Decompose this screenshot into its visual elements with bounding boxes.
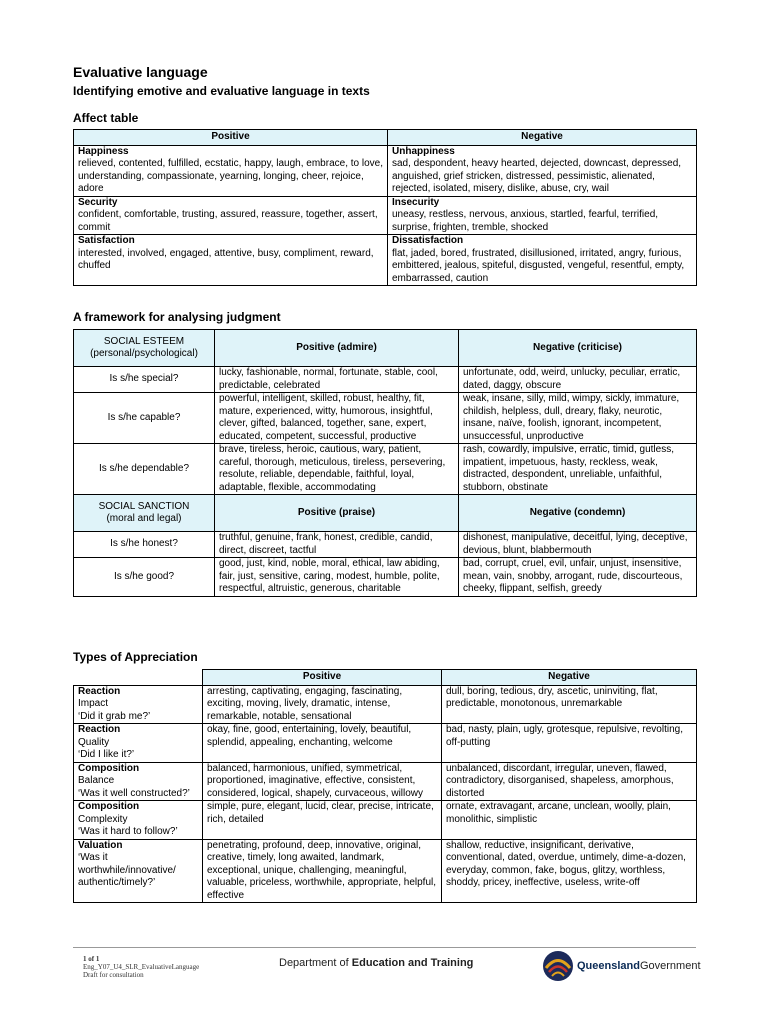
table-row <box>74 839 697 903</box>
band-subtitle: (personal/psychological) <box>90 348 198 359</box>
word-list: arresting, captivating, engaging, fascinating, exciting, moving, lively, dramatic, intense, remarkable, notable, sensational <box>203 685 442 724</box>
word-list: truthful, genuine, frank, honest, credible, candid, direct, discreet, tactful <box>215 532 459 558</box>
government-text <box>577 960 701 972</box>
footer-divider <box>73 947 696 948</box>
appreciation-table <box>73 669 697 903</box>
page-number: 1 of 1 <box>83 955 100 963</box>
word-list: balanced, harmonious, unified, symmetrical, proportioned, imaginative, effective, consistent, considered, logical, shapely, curvaceous, willowy <box>203 762 442 801</box>
judgment-question: Is s/he special? <box>74 367 215 393</box>
word-list: flat, jaded, bored, frustrated, disillusioned, irritated, angry, furious, embittered, jealous, spiteful, disgusted, vengeful, resentful, empty, embarrassed, caution <box>392 247 685 284</box>
affect-heading: Affect table <box>73 111 139 125</box>
judgment-table <box>73 329 697 597</box>
category-sub: Complexity <box>78 813 128 825</box>
appreciation-corner <box>74 670 203 686</box>
category-label: Security <box>78 196 118 208</box>
category-label: Dissatisfaction <box>392 235 464 246</box>
affect-cell <box>74 145 388 196</box>
word-list: weak, insane, silly, mild, wimpy, sickly, immature, childish, helpless, dull, dreary, flaky, neurotic, insane, naïve, foolish, ignorant, incompetent, unsuccessful, unproductive <box>459 393 697 444</box>
band-title: SOCIAL SANCTION <box>98 500 190 512</box>
word-list: bad, nasty, plain, ugly, grotesque, repulsive, revolting, off-putting <box>442 724 697 763</box>
judgment-question: Is s/he capable? <box>74 393 215 444</box>
word-list: good, just, kind, noble, moral, ethical, law abiding, fair, just, sensitive, caring, modest, humble, polite, respectful, altruistic, generous, charitable <box>215 558 459 597</box>
appreciation-category <box>74 685 203 724</box>
esteem-col-positive: Positive (admire) <box>215 330 459 367</box>
category-label: Unhappiness <box>392 145 455 157</box>
department-text-bold: Education and Training <box>351 957 474 969</box>
queensland-crest-icon <box>541 949 575 983</box>
affect-cell <box>74 196 388 235</box>
word-list: dull, boring, tedious, dry, ascetic, uninviting, flat, predictable, monotonous, unremarkable <box>442 685 697 724</box>
word-list: relieved, contented, fulfilled, ecstatic, happy, laugh, embrace, to love, understanding, compassionate, yearning, longing, cheer, rejoice, adore <box>78 158 383 194</box>
word-list: interested, involved, engaged, attentive, busy, compliment, reward, chuffed <box>78 247 374 271</box>
table-row <box>74 762 697 801</box>
category-sub: Quality <box>78 736 110 748</box>
social-esteem-band <box>74 330 215 367</box>
word-list: powerful, intelligent, skilled, robust, healthy, fit, mature, experienced, witty, humorous, insightful, clever, gifted, balanced, together, sane, expert, educated, competent, successful, productive <box>215 393 459 444</box>
appreciation-col-negative: Negative <box>442 670 697 686</box>
government-text-light: Government <box>639 960 701 972</box>
affect-cell <box>388 196 697 235</box>
table-row <box>74 444 697 495</box>
category-sub: Impact <box>78 698 109 709</box>
category-question: ‘Was it worthwhile/innovative/ authentic/timely?’ <box>78 852 176 888</box>
appreciation-heading: Types of Appreciation <box>73 650 198 664</box>
word-list: penetrating, profound, deep, innovative, original, creative, timely, long awaited, landmark, exceptional, unique, challenging, meaningful, valuable, priceless, worthwhile, appropriate, helpful, effective <box>203 839 442 903</box>
category-label: Composition <box>78 762 140 774</box>
appreciation-category <box>74 762 203 801</box>
category-question: ‘Did I like it?’ <box>78 749 135 760</box>
category-label: Satisfaction <box>78 235 135 246</box>
department-text: Department of <box>279 957 349 969</box>
department-logo <box>279 957 473 969</box>
word-list: bad, corrupt, cruel, evil, unfair, unjust, insensitive, mean, vain, snobby, arrogant, rude, discourteous, cheeky, flippant, selfish, greedy <box>459 558 697 597</box>
word-list: ornate, extravagant, arcane, unclean, woolly, plain, monolithic, simplistic <box>442 801 697 840</box>
page-subtitle: Identifying emotive and evaluative language in texts <box>73 84 370 98</box>
category-label: Composition <box>78 801 140 812</box>
affect-table <box>73 129 697 286</box>
table-row <box>74 235 697 286</box>
band-subtitle: (moral and legal) <box>106 513 182 524</box>
word-list: sad, despondent, heavy hearted, dejected, downcast, depressed, anguished, grief stricken, distressed, pessimistic, alienated, rejected, isolated, misery, dislike, abuse, cry, wail <box>392 158 682 194</box>
word-list: uneasy, restless, nervous, anxious, startled, fearful, terrified, surprise, frighten, tremble, shocked <box>392 209 659 233</box>
appreciation-category <box>74 724 203 763</box>
judgment-question: Is s/he honest? <box>74 532 215 558</box>
file-name: Eng_Y07_U4_SLR_EvaluativeLanguage <box>83 963 200 971</box>
word-list: lucky, fashionable, normal, fortunate, stable, cool, predictable, celebrated <box>215 367 459 393</box>
affect-col-positive: Positive <box>74 130 388 146</box>
table-row <box>74 558 697 597</box>
word-list: confident, comfortable, trusting, assured, reassure, together, assert, commit <box>78 209 378 233</box>
judgment-question: Is s/he dependable? <box>74 444 215 495</box>
word-list: brave, tireless, heroic, cautious, wary, patient, careful, thorough, meticulous, tireless, persevering, resolute, reliable, dependable, faithful, loyal, adaptable, flexible, accommodating <box>215 444 459 495</box>
table-row <box>74 532 697 558</box>
table-row <box>74 724 697 763</box>
word-list: unfortunate, odd, weird, unlucky, peculiar, erratic, dated, daggy, obscure <box>459 367 697 393</box>
government-text-bold: Queensland <box>577 960 640 972</box>
word-list: okay, fine, good, entertaining, lovely, beautiful, splendid, appealing, enchanting, welcome <box>203 724 442 763</box>
category-question: ‘Did it grab me?’ <box>78 710 151 722</box>
affect-col-negative: Negative <box>388 130 697 146</box>
esteem-col-negative: Negative (criticise) <box>459 330 697 367</box>
queensland-government-logo <box>541 949 701 983</box>
category-label: Reaction <box>78 685 121 697</box>
word-list: simple, pure, elegant, lucid, clear, precise, intricate, rich, detailed <box>203 801 442 840</box>
category-label: Reaction <box>78 724 121 735</box>
word-list: shallow, reductive, insignificant, derivative, conventional, dated, overdue, untimely, dime-a-dozen, everyday, common, fake, bogus, glitzy, worthless, shoddy, pricey, ineffective, useless, write-off <box>442 839 697 903</box>
judgment-question: Is s/he good? <box>74 558 215 597</box>
category-label: Happiness <box>78 145 129 157</box>
judgment-heading: A framework for analysing judgment <box>73 310 281 324</box>
page-title: Evaluative language <box>73 64 208 80</box>
category-label: Insecurity <box>392 196 440 208</box>
category-label: Valuation <box>78 839 123 851</box>
affect-cell <box>74 235 388 286</box>
footer-meta <box>83 955 199 979</box>
table-row <box>74 685 697 724</box>
sanction-col-positive: Positive (praise) <box>215 495 459 532</box>
social-sanction-band <box>74 495 215 532</box>
word-list: rash, cowardly, impulsive, erratic, timid, gutless, impatient, impetuous, hasty, reckless, weak, distracted, despondent, unreliable, unfaithful, stubborn, obstinate <box>459 444 697 495</box>
affect-cell <box>388 145 697 196</box>
table-row <box>74 393 697 444</box>
appreciation-category <box>74 839 203 903</box>
sanction-col-negative: Negative (condemn) <box>459 495 697 532</box>
word-list: dishonest, manipulative, deceitful, lying, deceptive, devious, blunt, blabbermouth <box>459 532 697 558</box>
appreciation-category <box>74 801 203 840</box>
draft-note: Draft for consultation <box>83 971 144 979</box>
category-sub: Balance <box>78 775 115 786</box>
affect-cell <box>388 235 697 286</box>
category-question: ‘Was it well constructed?’ <box>78 787 190 799</box>
table-row <box>74 196 697 235</box>
category-question: ‘Was it hard to follow?’ <box>78 826 178 837</box>
table-row <box>74 367 697 393</box>
word-list: unbalanced, discordant, irregular, uneven, flawed, contradictory, disorganised, shapeless, amorphous, distorted <box>442 762 697 801</box>
table-row <box>74 801 697 840</box>
appreciation-col-positive: Positive <box>203 670 442 686</box>
table-row <box>74 145 697 196</box>
band-title: SOCIAL ESTEEM <box>103 335 185 347</box>
